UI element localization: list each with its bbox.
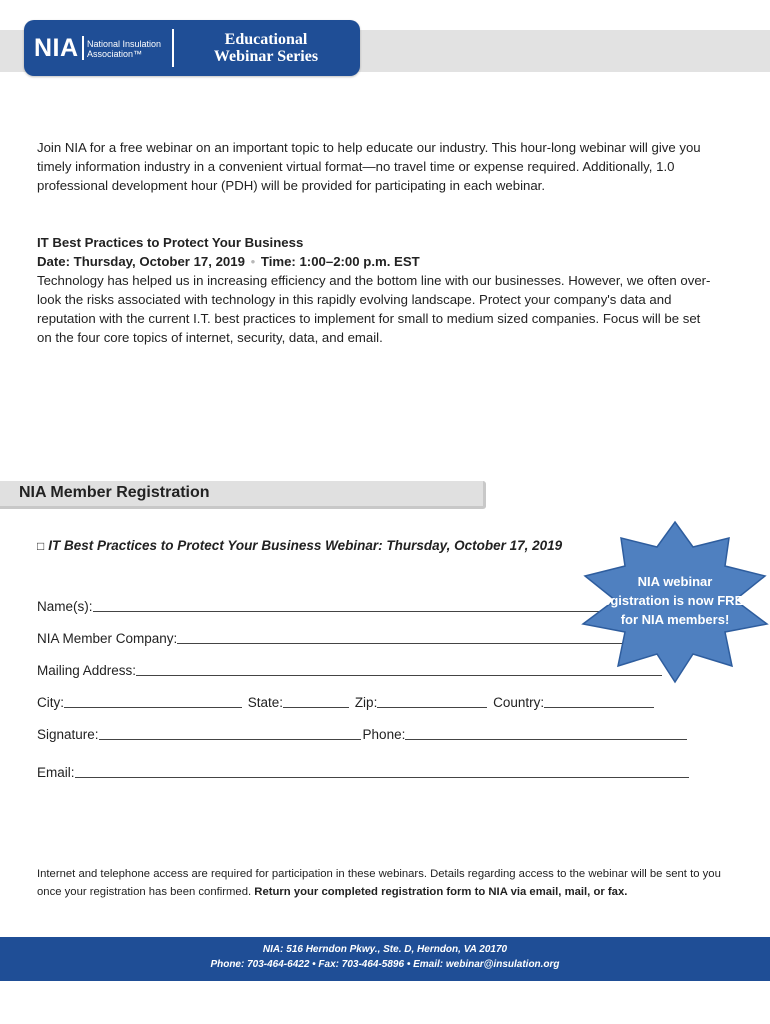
city-field[interactable] [64, 707, 242, 708]
webinar-checkbox-row[interactable] [37, 538, 562, 553]
free-registration-badge [575, 520, 770, 684]
page-title-line2: Webinar Series [213, 48, 319, 65]
names-field[interactable] [93, 611, 613, 612]
registration-heading-bar [0, 481, 486, 509]
names-field-row [37, 599, 615, 614]
nia-logo: NIA [34, 34, 79, 62]
names-label: Name(s): [37, 599, 93, 614]
org-name [87, 39, 161, 59]
checkbox-icon[interactable]: □ [37, 539, 45, 553]
footer-address: NIA: 516 Herndon Pkwy., Ste. D, Herndon, VA 20170 [262, 944, 508, 955]
header-banner [24, 20, 360, 76]
webinar-checkbox-label: IT Best Practices to Protect Your Business Webinar: Thursday, October 17, 2019 [48, 538, 563, 553]
mailing-field-row [37, 663, 664, 678]
zip-field[interactable] [377, 707, 487, 708]
bullet-separator: • [250, 254, 256, 269]
signature-label: Signature: [37, 727, 99, 742]
page-title-line1: Educational [224, 31, 308, 48]
footer-bar [0, 937, 770, 981]
city-label: City: [37, 695, 64, 710]
logo-divider [82, 36, 84, 60]
event-datetime [37, 252, 420, 271]
header-divider [172, 29, 174, 67]
phone-field[interactable] [405, 739, 687, 740]
badge-line3: for NIA members! [620, 612, 730, 627]
state-field[interactable] [283, 707, 349, 708]
signature-field[interactable] [99, 739, 361, 740]
country-field[interactable] [544, 707, 654, 708]
company-field-row [37, 631, 629, 646]
intro-paragraph: Join NIA for a free webinar on an important topic to help educate our industry. This hour-long webinar will give you timely information industry in a convenient virtual format—no travel time or expense required. Additionally, 1.0 professional development hour (PDH) will be provided for participating in each webinar. [37, 140, 701, 193]
page-title [202, 31, 330, 65]
notice-return-instruction: Return your completed registration form to NIA via email, mail, or fax. [254, 885, 628, 898]
badge-line1: NIA webinar [637, 574, 713, 589]
event-description: Technology has helped us in increasing efficiency and the bottom line with our businesses. However, we often over-look the risks associated with technology in this rapidly evolving landscape. Protect your company's data and reputation with the current I.T. best practices to implement for small to medium sized companies. Focus will be set on the four core topics of internet, security, data, and email. [37, 273, 711, 345]
email-field-row [37, 765, 691, 780]
access-notice [37, 866, 737, 901]
event-time: Time: 1:00–2:00 p.m. EST [260, 254, 420, 269]
signature-phone-row [37, 727, 689, 742]
org-name-line2: Association™ [87, 49, 143, 59]
email-label: Email: [37, 765, 75, 780]
event-title: IT Best Practices to Protect Your Business [37, 235, 304, 250]
notice-text: Internet and telephone access are required for participation in these webinars. Details regarding access to the webinar will be sent to you once your registration has been confirmed. [37, 868, 721, 898]
org-name-line1: National Insulation [87, 39, 162, 49]
company-field[interactable] [177, 643, 627, 644]
registration-heading: NIA Member Registration [19, 484, 210, 501]
footer-contact: Phone: 703-464-6422 • Fax: 703-464-5896 • Email: webinar@insulation.org [210, 959, 560, 970]
zip-label: Zip: [354, 695, 378, 710]
email-field[interactable] [75, 777, 689, 778]
event-date: Date: Thursday, October 17, 2019 [37, 254, 245, 269]
mailing-label: Mailing Address: [37, 663, 137, 678]
address-detail-row [37, 695, 656, 710]
company-label: NIA Member Company: [37, 631, 178, 646]
badge-line2: registration is now FREE [598, 593, 752, 608]
state-label: State: [247, 695, 284, 710]
phone-label: Phone: [362, 727, 406, 742]
country-label: Country: [493, 695, 545, 710]
